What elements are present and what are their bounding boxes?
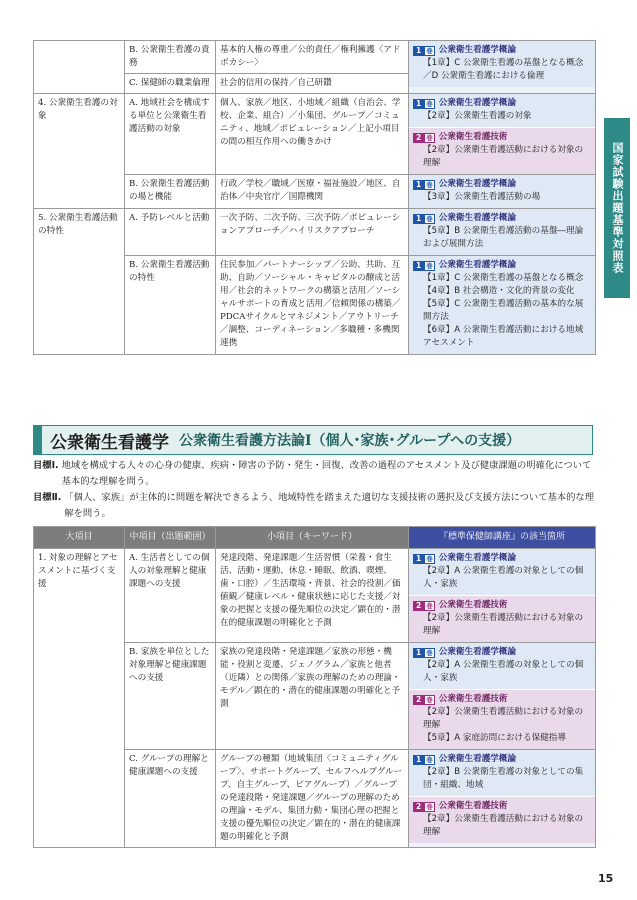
reference-block <box>409 689 595 749</box>
minor-keywords: 発達段階、発達課題／生活習慣（栄養・食生活、活動・運動、休息・睡眠、飲酒、喫煙、歯・口腔）／生活環境・背景、社会的役割／価値観／健康レベル・健康状態に応じた支援／対象の把握と支援の優先順位の決定／顕在的・潜在的健康課題の明確化と予測 <box>216 549 409 643</box>
reference-line: 【5章】A 家庭訪問における保健指導 <box>423 733 566 743</box>
reference-title <box>413 131 591 144</box>
volume-kanji: 巻 <box>426 261 433 270</box>
reference-line: 【2章】A 公衆衛生看護の対象としての個人・家族 <box>423 566 584 589</box>
reference-line: 【2章】公衆衛生看護活動における対象の理解 <box>423 613 584 636</box>
reference-line: 【6章】A 公衆衛生看護活動における地域アセスメント <box>423 325 584 348</box>
reference-block <box>409 796 595 843</box>
reference-line: 【5章】C 公衆衛生看護活動の基本的な展開方法 <box>423 299 584 322</box>
reference-cell <box>409 549 596 643</box>
volume-kanji: 巻 <box>426 601 433 610</box>
reference-cell <box>409 41 596 94</box>
volume-number: 1 <box>413 46 424 56</box>
major-item: 4. 公衆衛生看護の対象 <box>34 94 125 209</box>
minor-keywords: 基本的人権の尊重／公的責任／権利擁護〈アドボカシー〉 <box>216 41 409 74</box>
section-title: 公衆衛生看護学 <box>50 432 169 453</box>
reference-line: 【2章】B 公衆衛生看護の対象としての集団・組織、地域 <box>423 767 584 790</box>
reference-line: 【2章】公衆衛生看護活動における対象の理解 <box>423 707 584 730</box>
top-criteria-table <box>33 40 596 355</box>
middle-item: B. 公衆衛生看護の責務 <box>125 41 216 74</box>
reference-block <box>409 549 595 595</box>
reference-cell <box>409 175 596 209</box>
volume-kanji: 巻 <box>426 648 433 657</box>
volume-badge-icon <box>413 133 435 143</box>
volume-badge-icon <box>413 802 435 812</box>
middle-item: A. 地域社会を構成する単位と公衆衛生看護活動の対象 <box>125 94 216 175</box>
reference-title <box>413 800 591 813</box>
reference-title-text: 公衆衛生看護技術 <box>438 694 508 704</box>
side-index-tab: 国家試験出題基準対照表 <box>604 118 630 298</box>
reference-title-text: 公衆衛生看護技術 <box>438 132 508 142</box>
reference-block <box>409 127 595 174</box>
volume-badge-icon <box>413 214 435 224</box>
reference-block <box>409 750 595 796</box>
volume-kanji: 巻 <box>426 695 433 704</box>
major-item: 1. 対象の理解とアセスメントに基づく支援 <box>34 549 125 848</box>
reference-cell <box>409 209 596 256</box>
reference-title-text: 公衆衛生看護技術 <box>438 801 508 811</box>
volume-number: 1 <box>413 554 424 564</box>
middle-item: B. 公衆衛生看護活動の場と機能 <box>125 175 216 209</box>
table-row <box>34 41 596 74</box>
reference-title <box>413 693 591 706</box>
volume-badge-icon <box>413 648 435 658</box>
reference-title-text: 公衆衛生看護学概論 <box>438 98 517 108</box>
volume-kanji: 巻 <box>426 133 433 142</box>
volume-number: 1 <box>413 755 424 765</box>
reference-cell <box>409 643 596 750</box>
reference-line: 【4章】B 社会構造・文化的背景の変化 <box>423 286 575 296</box>
reference-line: 【2章】A 公衆衛生看護の対象としての個人・家族 <box>423 660 584 683</box>
reference-title-text: 公衆衛生看護技術 <box>438 600 508 610</box>
table-row <box>34 549 596 643</box>
minor-keywords: 一次予防、二次予防、三次予防／ポピュレーションアプローチ／ハイリスクアプローチ <box>216 209 409 256</box>
goal-text: 地域を構成する人々の心身の健康、疾病・障害の予防・発生・回復、改善の過程のアセスメント及び健康課題の明確化について基本的な理解を問う。 <box>61 460 592 487</box>
header-major: 大項目 <box>34 527 125 549</box>
header-reference: 『標準保健師講座』の該当箇所 <box>409 527 596 549</box>
reference-block <box>409 256 595 354</box>
minor-keywords: 個人、家族／地区、小地域／組織（自治会、学校、企業、組合）／小集団、グループ／コミュニティ、地域／ポピュレーション／上記小項目の間の相互作用への働きかけ <box>216 94 409 175</box>
goal-label: 目標Ⅰ. <box>33 460 59 471</box>
reference-title-text: 公衆衛生看護学概論 <box>438 260 517 270</box>
bottom-criteria-table <box>33 526 596 848</box>
middle-item: A. 予防レベルと活動 <box>125 209 216 256</box>
volume-number: 1 <box>413 214 424 224</box>
reference-title-text: 公衆衛生看護学概論 <box>438 553 517 563</box>
reference-block <box>409 209 595 255</box>
major-item <box>34 41 125 94</box>
reference-block <box>409 94 595 127</box>
volume-kanji: 巻 <box>426 99 433 108</box>
reference-block <box>409 41 595 87</box>
reference-title-text: 公衆衛生看護学概論 <box>438 45 517 55</box>
volume-number: 2 <box>413 802 424 812</box>
volume-badge-icon <box>413 601 435 611</box>
reference-title-text: 公衆衛生看護学概論 <box>438 647 517 657</box>
reference-line: 【2章】公衆衛生看護活動における対象の理解 <box>423 145 584 168</box>
volume-badge-icon <box>413 695 435 705</box>
reference-title <box>413 646 591 659</box>
middle-item: A. 生活者としての個人の対象理解と健康課題への支援 <box>125 549 216 643</box>
reference-title <box>413 259 591 272</box>
middle-item: C. 保健師の職業倫理 <box>125 74 216 94</box>
volume-kanji: 巻 <box>426 755 433 764</box>
middle-item: B. 家族を単位とした対象理解と健康課題への支援 <box>125 643 216 750</box>
minor-keywords: 社会的信用の保持／自己研鑽 <box>216 74 409 94</box>
volume-number: 1 <box>413 261 424 271</box>
reference-title <box>413 44 591 57</box>
reference-title <box>413 212 591 225</box>
middle-item: C. グループの理解と健康課題への支援 <box>125 750 216 848</box>
reference-line: 【1章】C 公衆衛生看護の基盤となる概念 <box>423 273 584 283</box>
reference-title-text: 公衆衛生看護学概論 <box>438 754 517 764</box>
reference-cell <box>409 256 596 355</box>
middle-item: B. 公衆衛生看護活動の特性 <box>125 256 216 355</box>
reference-title <box>413 97 591 110</box>
header-middle: 中項目（出題範囲） <box>125 527 216 549</box>
minor-keywords: 行政／学校／職域／医療・福祉施設／地区、自治体／中央官庁／国際機関 <box>216 175 409 209</box>
section-header <box>33 425 593 455</box>
reference-line: 【1章】C 公衆衛生看護の基盤となる概念／D 公衆衛生看護における倫理 <box>423 58 584 81</box>
reference-cell <box>409 94 596 175</box>
volume-number: 2 <box>413 601 424 611</box>
reference-title <box>413 753 591 766</box>
goals <box>33 458 598 522</box>
reference-line: 【5章】B 公衆衛生看護活動の基盤―理論および展開方法 <box>423 226 584 249</box>
volume-kanji: 巻 <box>426 214 433 223</box>
reference-block <box>409 643 595 689</box>
minor-keywords: グループの種類（地域集団〈コミュニティグループ〉、サポートグループ、セルフヘルプグループ、自主グループ、ピアグループ）／グループの発達段階・発達課題／グループの理解のための理論・モデル、集団力動・集団心理の把握と支援の優先順位の決定／顕在的・潜在的健康課題の明確化と予測 <box>216 750 409 848</box>
reference-block <box>409 175 595 208</box>
section-subtitle: 公衆衛生看護方法論Ⅰ（個人･家族･グループへの支援） <box>179 433 521 449</box>
goal-label: 目標Ⅱ. <box>33 492 62 503</box>
table-row <box>34 94 596 175</box>
volume-number: 1 <box>413 180 424 190</box>
reference-line: 【2章】公衆衛生看護の対象 <box>423 111 532 121</box>
volume-number: 2 <box>413 133 424 143</box>
reference-line: 【3章】公衆衛生看護活動の場 <box>423 192 541 202</box>
reference-title <box>413 599 591 612</box>
volume-number: 2 <box>413 695 424 705</box>
volume-number: 1 <box>413 648 424 658</box>
volume-kanji: 巻 <box>426 46 433 55</box>
reference-title-text: 公衆衛生看護学概論 <box>438 179 517 189</box>
reference-line: 【2章】公衆衛生看護活動における対象の理解 <box>423 814 584 837</box>
table-row <box>34 209 596 256</box>
volume-badge-icon <box>413 554 435 564</box>
major-item: 5. 公衆衛生看護活動の特性 <box>34 209 125 355</box>
minor-keywords: 家族の発達段階・発達課題／家族の形態・機能・役割と変遷、ジェノグラム／家族と他者（近隣）との関係／家族の理解のための理論・モデル／顕在的・潜在的健康課題の明確化と予測 <box>216 643 409 750</box>
header-minor: 小項目（キーワード） <box>216 527 409 549</box>
volume-badge-icon <box>413 261 435 271</box>
goal-2 <box>33 490 598 522</box>
reference-title <box>413 178 591 191</box>
table-header-row <box>34 527 596 549</box>
volume-badge-icon <box>413 46 435 56</box>
goal-1 <box>33 458 598 490</box>
volume-kanji: 巻 <box>426 802 433 811</box>
reference-cell <box>409 750 596 848</box>
section-accent-bar <box>34 426 42 454</box>
reference-title <box>413 552 591 565</box>
goal-text: 「個人、家族」が主体的に問題を解決できるよう、地域特性を踏まえた適切な支援技術の選択及び支援方法について基本的な理解を問う。 <box>64 492 594 519</box>
volume-badge-icon <box>413 180 435 190</box>
page-number: 15 <box>598 872 614 885</box>
volume-badge-icon <box>413 99 435 109</box>
volume-kanji: 巻 <box>426 180 433 189</box>
volume-number: 1 <box>413 99 424 109</box>
minor-keywords: 住民参加／パートナーシップ／公助、共助、互助、自助／ソーシャル・キャピタルの醸成と活用／社会的ネットワークの構築と活用／ソーシャルサポートの育成と活用／信頼関係の構築／PDCAサイクルとマネジメント／アウトリーチ／調整、コーディネーション／多職種・多機関連携 <box>216 256 409 355</box>
volume-badge-icon <box>413 755 435 765</box>
reference-title-text: 公衆衛生看護学概論 <box>438 213 517 223</box>
reference-block <box>409 595 595 642</box>
volume-kanji: 巻 <box>426 554 433 563</box>
